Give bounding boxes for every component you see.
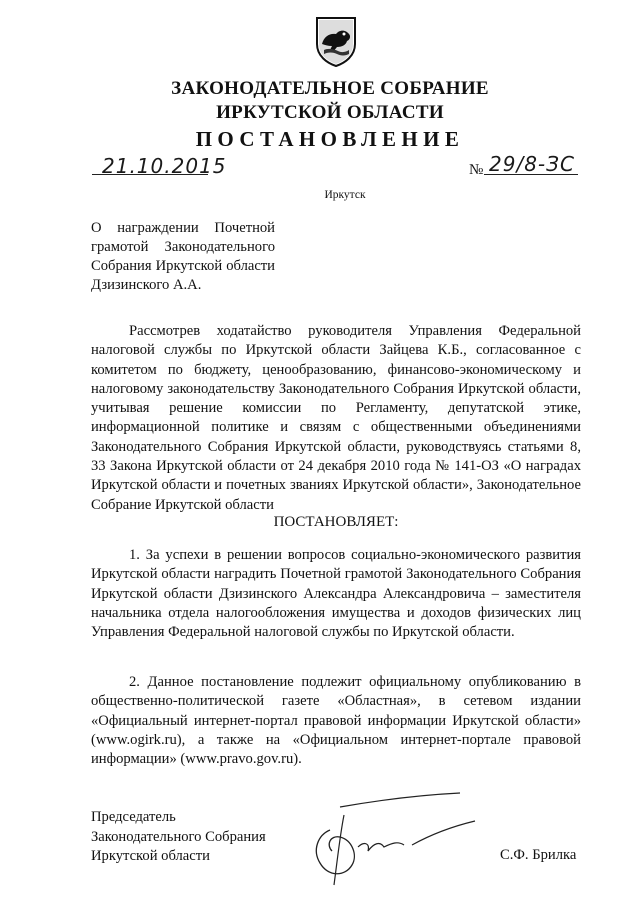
- handwritten-signature: [300, 785, 500, 895]
- document-city: Иркутск: [324, 189, 366, 201]
- organization-region: ИРКУТСКОЙ ОБЛАСТИ: [216, 102, 444, 123]
- signatory-title-line-1: Председатель: [91, 809, 176, 825]
- signatory-title-line-2: Законодательного Собрания: [91, 828, 266, 845]
- item-1-paragraph: 1. За успехи в решении вопросов социально-экономического развития Иркутской области наградить Почетной грамотой Законодательного Собрания Иркутской области Дзизинского Александра Александровича – заместителя начальника отдела налогообложения имущества и доходов физических лиц Управления Федеральной налоговой службы по Иркутской области.: [91, 547, 581, 641]
- signatory-name: С.Ф. Брилка: [500, 847, 577, 863]
- organization-name: ЗАКОНОДАТЕЛЬНОЕ СОБРАНИЕ: [171, 78, 489, 99]
- document-type: ПОСТАНОВЛЕНИЕ: [195, 127, 465, 151]
- date-underline: [92, 174, 208, 175]
- document-date: 21.10.2015: [102, 154, 227, 178]
- preamble-paragraph: Рассмотрев ходатайство руководителя Управления Федеральной налоговой службы по Иркутской области Зайцева К.Б., согласованное с комитетом по бюджету, ценообразованию, финансово-экономическому и налоговому законодательству Законодательного Собрания Иркутской области, учитывая решение комиссии по Регламенту, депутатской этике, информационной политике и связям с общественными объединениями Законодательного Собрания Иркутской области, руководствуясь статьями 8, 33 Закона Иркутской области от 24 декабря 2010 года № 141-ОЗ «О наградах Иркутской области и почетных званиях Иркутской области», Законодательное Собрание Иркутской области: [91, 323, 581, 513]
- signatory-title-line-3: Иркутской области: [91, 848, 210, 864]
- document-subject: О награждении Почетной грамотой Законодательного Собрания Иркутской области Дзизинского А.А.: [91, 220, 275, 293]
- resolves-heading: ПОСТАНОВЛЯЕТ:: [273, 514, 399, 530]
- signatory-title: [91, 808, 266, 867]
- number-underline: [484, 174, 578, 175]
- document-number: 29/8-ЗС: [489, 152, 575, 176]
- coat-of-arms-icon: [313, 14, 359, 68]
- item-2-paragraph: 2. Данное постановление подлежит официальному опубликованию в общественно-политической газете «Областная», в сетевом издании «Официальный интернет-портал правовой информации Иркутской области» (www.ogirk.ru), а также на «Официальном интернет-портале правовой информации» (www.pravo.gov.ru).: [91, 674, 581, 768]
- number-sign: №: [469, 162, 484, 178]
